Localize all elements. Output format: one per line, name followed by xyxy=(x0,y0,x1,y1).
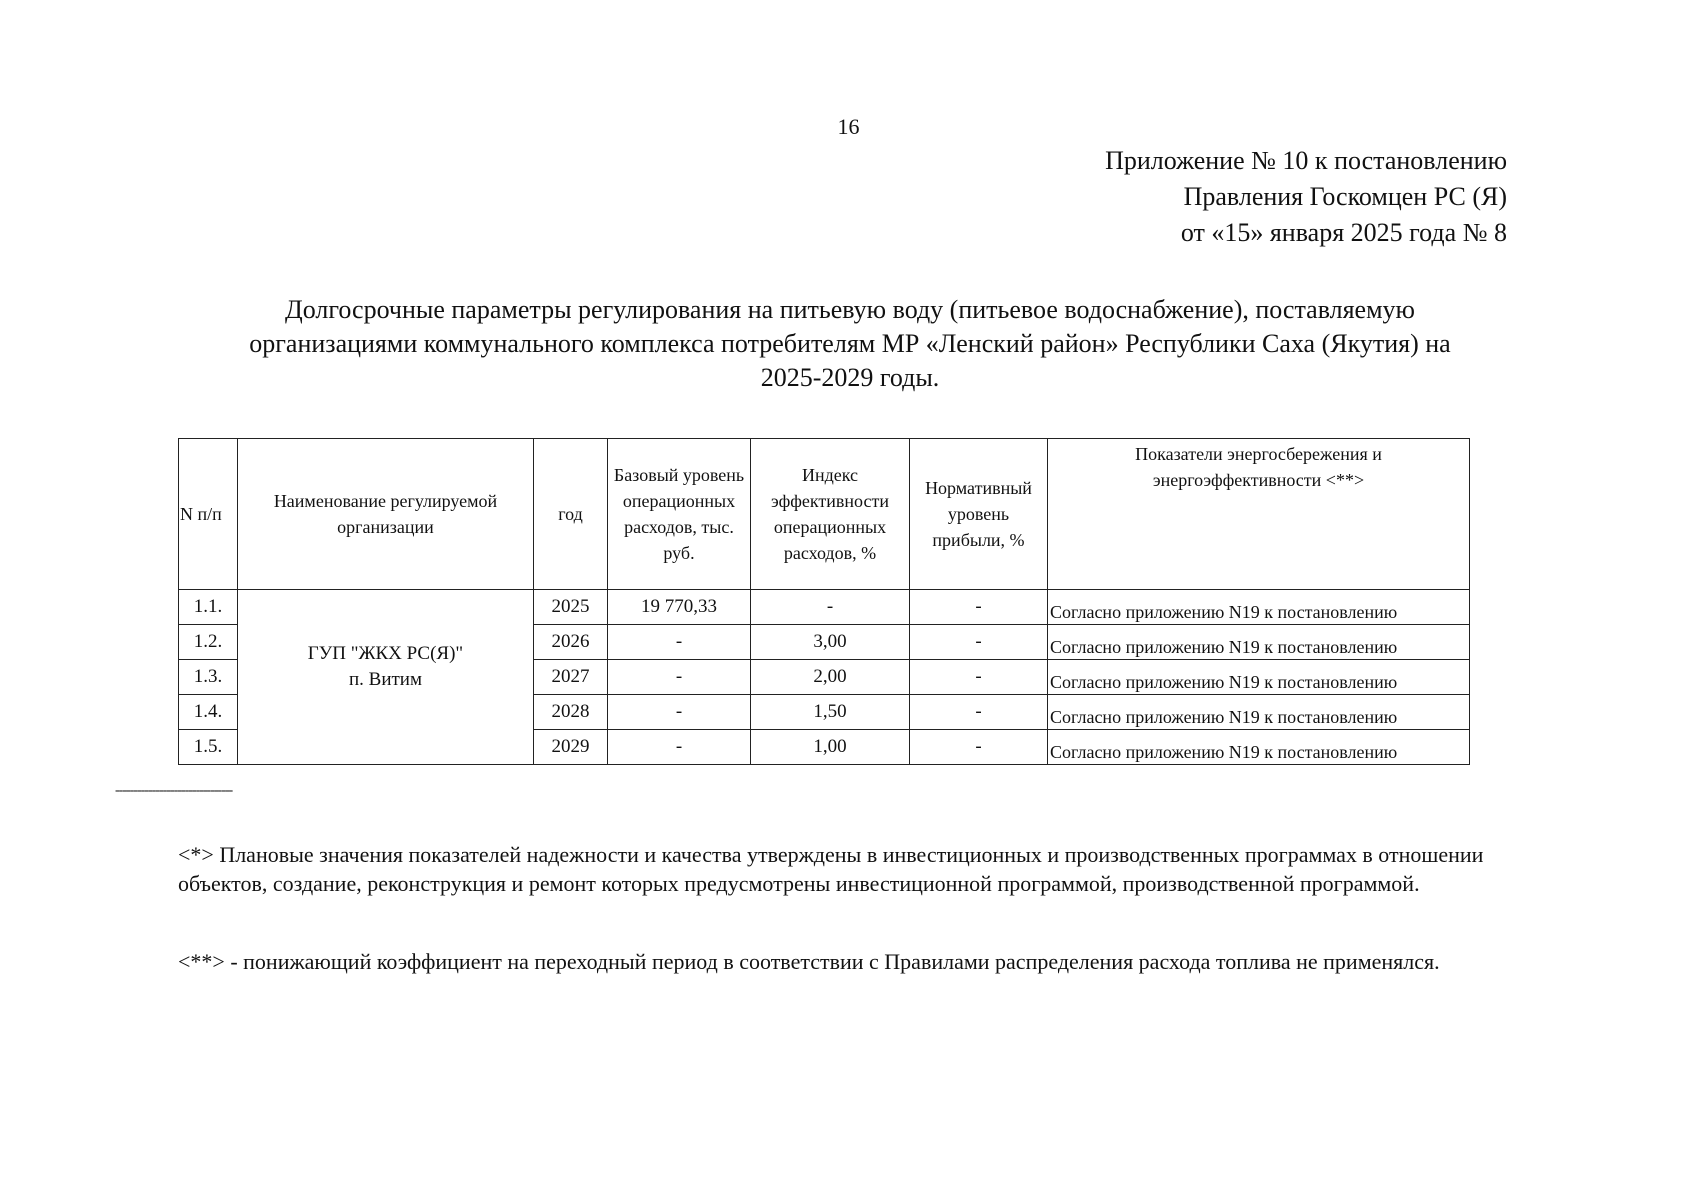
cell-base-level: - xyxy=(608,695,751,730)
cell-efficiency-index: 1,00 xyxy=(751,730,910,765)
cell-base-level: - xyxy=(608,625,751,660)
parameters-table xyxy=(178,438,1470,765)
cell-energy-indicators: Согласно приложению N19 к постановлению xyxy=(1048,695,1470,730)
cell-profit-level: - xyxy=(910,590,1048,625)
cell-profit-level: - xyxy=(910,625,1048,660)
footnote-coefficient: <**> - понижающий коэффициент на переходный период в соответствии с Правилами распределения расхода топлива не применялся. xyxy=(178,949,1440,974)
appendix-line-2: Правления Госкомцен РС (Я) xyxy=(1183,182,1507,211)
cell-np: 1.3. xyxy=(179,660,238,695)
cell-efficiency-index: 2,00 xyxy=(751,660,910,695)
organization-location: п. Витим xyxy=(348,669,422,690)
cell-efficiency-index: 1,50 xyxy=(751,695,910,730)
table-header-row xyxy=(179,439,1470,590)
cell-profit-level: - xyxy=(910,695,1048,730)
header-efficiency-index: Индекс эффективности операционных расходов, % xyxy=(751,439,910,590)
appendix-line-3: от «15» января 2025 года № 8 xyxy=(1180,218,1507,247)
cell-energy-indicators: Согласно приложению N19 к постановлению xyxy=(1048,660,1470,695)
cell-energy-indicators: Согласно приложению N19 к постановлению xyxy=(1048,625,1470,660)
cell-np: 1.2. xyxy=(179,625,238,660)
cell-base-level: - xyxy=(608,730,751,765)
cell-year: 2025 xyxy=(534,590,608,625)
cell-year: 2029 xyxy=(534,730,608,765)
document-title xyxy=(150,293,1550,395)
organization-name: ГУП "ЖКХ РС(Я)" xyxy=(307,643,464,664)
header-year: год xyxy=(534,439,608,590)
cell-organization xyxy=(238,590,534,765)
cell-np: 1.1. xyxy=(179,590,238,625)
header-energy-indicators: Показатели энергосбережения и энергоэффективности <**> xyxy=(1048,439,1470,590)
cell-np: 1.5. xyxy=(179,730,238,765)
header-profit-level: Нормативный уровень прибыли, % xyxy=(910,439,1048,590)
cell-base-level: - xyxy=(608,660,751,695)
footnote-reliability: <*> Плановые значения показателей надежности и качества утверждены в инвестиционных и производственных программах в отношении объектов, создание, реконструкция и ремонт которых предусмотрены инвестиционной программой, производственной программой. xyxy=(178,842,1484,896)
cell-year: 2026 xyxy=(534,625,608,660)
cell-profit-level: - xyxy=(910,660,1048,695)
appendix-reference xyxy=(1105,143,1507,251)
cell-np: 1.4. xyxy=(179,695,238,730)
cell-efficiency-index: - xyxy=(751,590,910,625)
page-number: 16 xyxy=(837,114,860,139)
cell-profit-level: - xyxy=(910,730,1048,765)
header-np: N п/п xyxy=(179,439,238,590)
table-row xyxy=(179,590,1470,625)
cell-year: 2027 xyxy=(534,660,608,695)
cell-energy-indicators: Согласно приложению N19 к постановлению xyxy=(1048,590,1470,625)
cell-year: 2028 xyxy=(534,695,608,730)
footnote-separator: -------------------------------- xyxy=(115,783,233,798)
title-line-3: 2025-2029 годы. xyxy=(760,363,940,392)
cell-energy-indicators: Согласно приложению N19 к постановлению xyxy=(1048,730,1470,765)
cell-efficiency-index: 3,00 xyxy=(751,625,910,660)
header-base-level: Базовый уровень операционных расходов, тыс. руб. xyxy=(608,439,751,590)
title-line-1: Долгосрочные параметры регулирования на питьевую воду (питьевое водоснабжение), поставляемую xyxy=(285,295,1415,324)
cell-base-level: 19 770,33 xyxy=(608,590,751,625)
title-line-2: организациями коммунального комплекса потребителям МР «Ленский район» Республики Саха (Якутия) на xyxy=(249,329,1451,358)
header-organization: Наименование регулируемой организации xyxy=(238,439,534,590)
appendix-line-1: Приложение № 10 к постановлению xyxy=(1105,146,1507,175)
